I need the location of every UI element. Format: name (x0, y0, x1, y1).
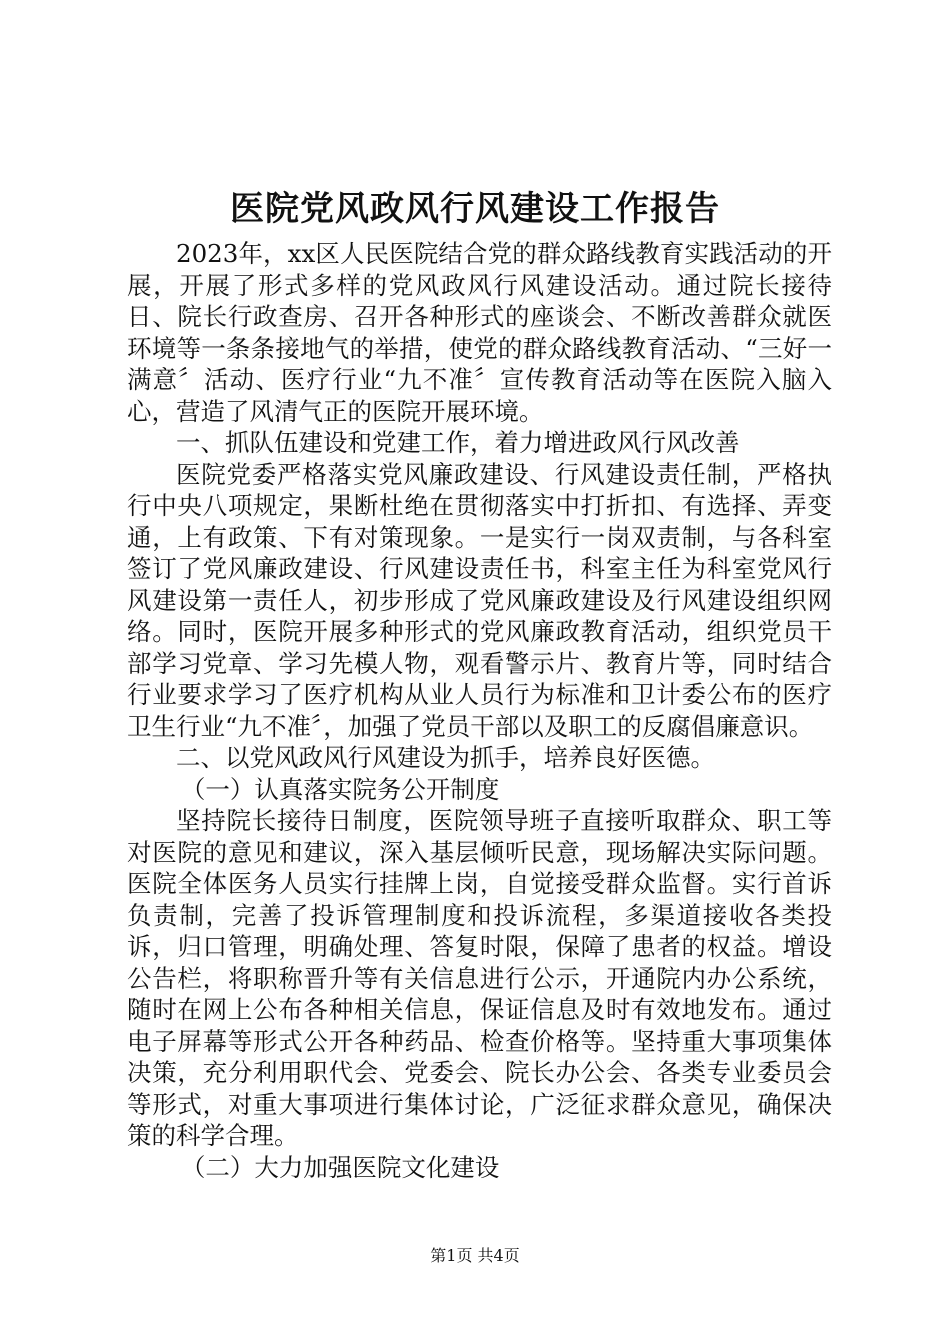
section-1-paragraph: 医院党委严格落实党风廉政建设、行风建设责任制，严格执行中央八项规定，果断杜绝在贯彻落实中打折扣、有选择、弄变通，上有政策、下有对策现象。一是实行一岗双责制，与各科室签订了党风廉政建设、行风建设责任书，科室主任为科室党风行风建设第一责任人，初步形成了党风廉政建设及行风建设组织网络。同时，医院开展多种形式的党风廉政教育活动，组织党员干部学习党章、学习先模人物，观看警示片、教育片等，同时结合行业要求学习了医疗机构从业人员行为标准和卫计委公布的医疗卫生行业“九不准〞，加强了党员干部以及职工的反腐倡廉意识。 (127, 459, 832, 741)
subsection-heading-1: （一）认真落实院务公开制度 (180, 774, 500, 804)
subsection-heading-2: （二）大力加强医院文化建设 (180, 1152, 500, 1182)
intro-paragraph: 2023年，xx区人民医院结合党的群众路线教育实践活动的开展，开展了形式多样的党风政风行风建设活动。通过院长接待日、院长行政查房、召开各种形式的座谈会、不断改善群众就医环境等一条条接地气的举措，使党的群众路线教育活动、“三好一满意〞活动、医疗行业“九不准〞宣传教育活动等在医院入脑入心，营造了风清气正的医院开展环境。 (127, 239, 832, 426)
document-title: 医院党风政风行风建设工作报告 (230, 189, 720, 229)
document-body (127, 238, 832, 1183)
section-heading-1: 一、抓队伍建设和党建工作，着力增进政风行风改善 (176, 428, 740, 457)
subsection-1-paragraph: 坚持院长接待日制度，医院领导班子直接听取群众、职工等对医院的意见和建议，深入基层倾听民意，现场解决实际问题。医院全体医务人员实行挂牌上岗，自觉接受群众监督。实行首诉负责制，完善了投诉管理制度和投诉流程，多渠道接收各类投诉，归口管理，明确处理、答复时限，保障了患者的权益。增设公告栏，将职称晋升等有关信息进行公示，开通院内办公系统，随时在网上公布各种相关信息，保证信息及时有效地发布。通过电子屏幕等形式公开各种药品、检查价格等。坚持重大事项集体决策，充分利用职代会、党委会、院长办公会、各类专业委员会等形式，对重大事项进行集体讨论，广泛征求群众意见，确保决策的科学合理。 (127, 806, 832, 1150)
page-number-footer: 第1页 共4页 (430, 1246, 520, 1265)
section-heading-2: 二、以党风政风行风建设为抓手，培养良好医德。 (176, 743, 715, 772)
